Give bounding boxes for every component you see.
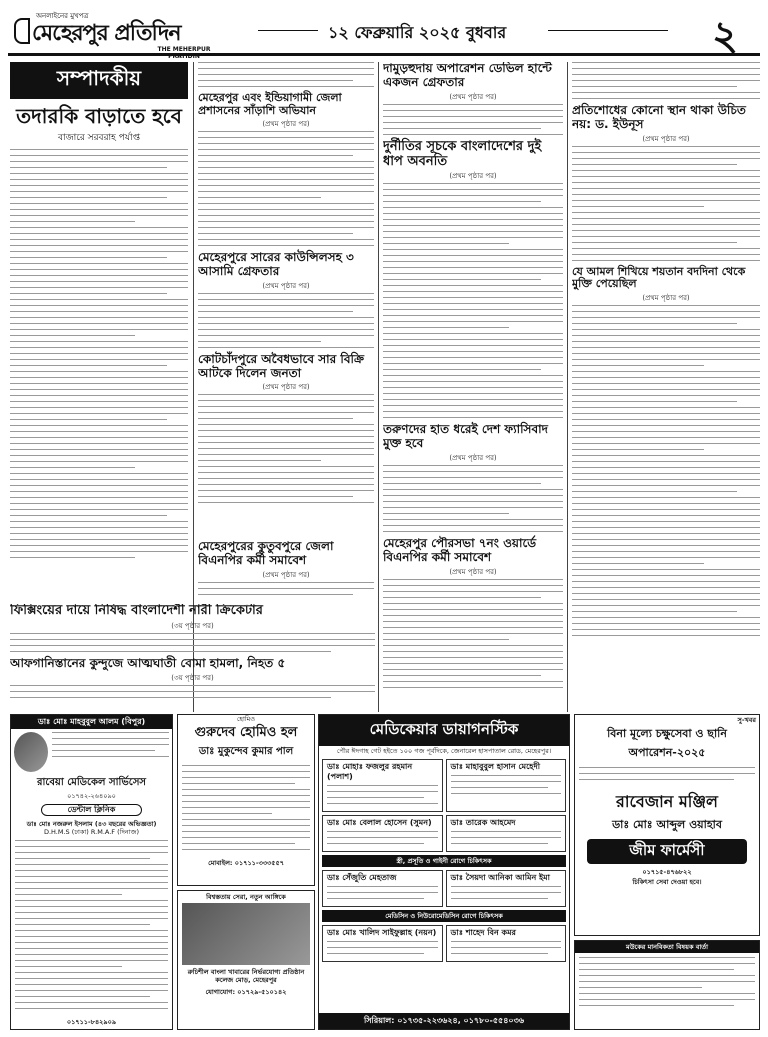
editorial-body [10,149,188,558]
ad-human-rights-title: মউকের মানবিকতা বিষয়ক বার্তা [575,941,759,953]
ad-eyecamp-title: বিনা মূল্যে চক্ষুসেবা ও ছানি অপারেশন-২০২৫ [607,727,727,760]
newspaper-name: মেহেরপুর প্রতিদিন [32,20,181,46]
ad-restaurant-desc: রুচিশীল বাংলা খাবারের নির্ভরযোগ্য প্রতিষ্ঠান [187,968,305,977]
doctor-listing: ডাঃ মোহাঃ ফজলুর রহমান (পলাশ) [327,762,413,782]
doctor-listing: ডাঃ তারেক আহমেদ [450,818,516,828]
news-column-2: মেহেরপুর এবং ইন্ডিয়াগামী জেলা প্রশাসনের সাঁড়াশি অভিযান (প্রথম পৃষ্ঠার পর) মেহেরপুরে সারের কাউন্সিলসহ ৩ আসামি গ্রেফতার (প্রথম পৃষ্ঠার পর) কোটচাঁদপুরে অবৈধভাবে সার বিক্রি আটকে দিলেন জনতা (প্রথম পৃষ্ঠার পর) [198,62,374,602]
ad-chief-degree: D.H.M.S (ঢাকা) R.M.A.F (দিনাজ) [43,828,140,837]
headline-corruption-index[interactable]: দুর্নীতির সূচকে বাংলাদেশের দুই ধাপ অবনতি [383,138,542,169]
ad-diagnostic-serial: সিরিয়াল: ০১৭৩৫-২২৩৬২৪, ০১৭৮০-৫৫৪০৩৬ [319,1013,569,1029]
column-rule [378,62,379,712]
headline-fertilizer-arrest[interactable]: মেহেরপুরে সারের কাউন্সিলসহ ৩ আসামি গ্রেফতার [198,250,354,279]
ad-contact: ০১৭১১-৮৪২৯০৯ [66,1017,117,1026]
ornament-divider [548,30,668,31]
ad-eyecamp-venue: রাবেজান মঞ্জিল [616,792,718,812]
editorial-subheadline: বাজারে সরবরাহ পর্যাপ্ত [57,133,141,143]
ornament-divider [258,30,318,31]
doctor-listing: ডাঃ মোঃ খালিদ সাইফুল্লাহ (নয়ন) [327,928,437,938]
doctor-listing: ডাঃ সেঁজুতি মেহতাজ [327,873,397,883]
ad-eyecamp-phone: ০১৭১৫-৪৭৬৮২২ [642,868,692,877]
ad-homeo-phone: মোবাইল: ০১৭১১-৩৩৩৫৫৭ [208,859,284,868]
editorial-headline[interactable]: তদারকি বাড়াতে হবে [16,104,182,128]
ad-gurudev-homeo[interactable]: হোমিও গুরুদেব হোমিও হল ডাঃ মুকুন্দেব কুমার পাল মোবাইল: ০১৭১১-৩৩৩৫৫৭ [177,714,315,886]
ad-restaurant-title: বিশ্বস্ততায় সেরা, নতুন আঙ্গিকে [206,893,286,901]
headline-raid[interactable]: মেহেরপুর এবং ইন্ডিয়াগামী জেলা প্রশাসনের সাঁড়াশি অভিযান [198,91,342,117]
doctor-listing: ডাঃ মোঃ বেলাল হোসেন (সুমন) [327,818,432,828]
ad-eyecamp-doctor: ডাঃ মোঃ আব্দুল ওয়াহাব [612,818,722,832]
doctor-listing: ডাঃ শাহেদ বিন কমর [450,928,516,938]
news-column-3: দামুড়হুদায় অপারেশন ডেভিল হান্টে একজন গ্রেফতার (প্রথম পৃষ্ঠার পর) দুর্নীতির সূচকে বাংলাদেশের দুই ধাপ অবনতি (প্রথম পৃষ্ঠার পর) তরুণদের হাত ধরেই দেশ ফ্যাসিবাদ মুক্ত হবে (প্রথম পৃষ্ঠার পর) মেহেরপুর পৌরসভা ৭নং ওয়ার্ডে বিএনপির কর্মী সমাবেশ (প্রথম পৃষ্ঠার পর) [383,62,563,707]
story-cricket: ফিক্সিংয়ের দায়ে নিষিদ্ধ বাংলাদেশী নারী ক্রিকেটার (৩য় পৃষ্ঠার পর) আফগানিস্তানের কুন্দুজে আত্মঘাতী বোমা হামলা, নিহত ৫ (৩য় পৃষ্ঠার পর) [10,604,375,710]
ad-medicare-diagnostic[interactable] [318,714,570,1030]
masthead [8,6,760,60]
ad-eyecamp-note: চিকিৎসা সেবা দেওয়া হবে। [632,878,702,887]
ad-diagnostic-title: মেডিকেয়ার ডায়াগনস্টিক [319,715,569,746]
newspaper-name-en: THE MEHERPUR PRATIDIN [157,46,211,60]
ad-phone: ০১৭৪২-২৬৪০৯০ [67,792,116,800]
ad-dental-badge: ডেন্টাল ক্লিনিক [41,804,142,816]
ad-restaurant[interactable] [177,890,315,1030]
newspaper-logo [14,10,224,60]
headline-kotchandpur[interactable]: কোটচাঁদপুরে অবৈধভাবে সার বিক্রি আটকে দিলেন জনতা [198,351,364,380]
headline-kutubpur[interactable]: মেহেরপুরের কুতুবপুরে জেলা বিএনপির কর্মী সমাবেশ [198,540,334,567]
masthead-tagline: অনলাইনের মুখপত্র [36,12,89,20]
ad-homeo-title: গুরুদেব হোমিও হল [194,725,298,741]
ad-chief-doctor: ডাঃ মোঃ নজরুল ইসলাম (৪৩ বছরের অভিজ্ঞতা) [26,820,157,829]
ad-eye-camp[interactable]: সু-খবর বিনা মূল্যে চক্ষুসেবা ও ছানি অপারেশন-২০২৫ রাবেজান মঞ্জিল ডাঃ মোঃ আব্দুল ওয়াহাব জীম ফার্মেসী ০১৭১৫-৪৭৬৮২২ চিকিৎসা সেবা দেওয়া হবে। [574,714,760,936]
ad-human-rights[interactable] [574,940,760,1030]
headline-yunus[interactable]: প্রতিশোধের কোনো স্থান থাকা উচিত নয়: ড. ইউনূস [572,103,746,131]
specialty-banner: স্ত্রী, প্রসূতি ও গাইনী রোগে চিকিৎসক [322,855,566,867]
headline-cricket[interactable]: ফিক্সিংয়ের দায়ে নিষিদ্ধ বাংলাদেশী নারী ক্রিকেটার [10,604,263,618]
headline-devil-hunt[interactable]: দামুড়হুদায় অপারেশন ডেভিল হান্টে একজন গ্রেফতার [383,62,552,89]
ad-rabeya-medical[interactable] [10,714,173,1030]
editorial-column [10,62,188,602]
ad-diagnostic-address: পৌর ঈদগাহ গেট হইতে ১০০ গজ পূর্বদিকে, জেনারেল হাসপাতাল রোড, মেহেরপুর। [336,747,552,755]
doctor-listing: ডাঃ মাহাবুবুল হাসান মেহেদী [450,762,540,772]
logo-mark-icon [14,18,30,44]
section-label-editorial: সম্পাদকীয় [10,62,188,99]
news-column-4: প্রতিশোধের কোনো স্থান থাকা উচিত নয়: ড. ইউনূস (প্রথম পৃষ্ঠার পর) যে আমল শিখিয়ে শয়তান বদদিনা থেকে মুক্তি পেয়েছিল (প্রথম পৃষ্ঠার পর) [572,62,760,707]
issue-date: ১২ ফেব্রুয়ারি ২০২৫ বুধবার [328,23,507,42]
ad-eyecamp-pharmacy: জীম ফার্মেসী [587,839,747,864]
headline-youth[interactable]: তরুণদের হাত ধরেই দেশ ফ্যাসিবাদ মুক্ত হবে [383,422,548,451]
ad-clinic-name: রাবেয়া মেডিকেল সার্ভিসেস [36,777,147,788]
ad-restaurant-phone: যোগাযোগ: ০১৭২৯-৫১০১৪২ [205,988,287,997]
specialty-banner: মেডিসিন ও নিউরোমেডিসিন রোগে চিকিৎসক [322,910,566,922]
headline-ward7[interactable]: মেহেরপুর পৌরসভা ৭নং ওয়ার্ডে বিএনপির কর্মী সমাবেশ [383,536,537,564]
doctor-avatar [14,732,48,772]
restaurant-photo [182,903,310,965]
story-kutubpur: মেহেরপুরের কুতুবপুরে জেলা বিএনপির কর্মী সমাবেশ (প্রথম পৃষ্ঠার পর) [198,540,374,600]
headline-shaytan[interactable]: যে আমল শিখিয়ে শয়তান বদদিনা থেকে মুক্তি পেয়েছিল [572,264,746,291]
ad-homeo-doctor: ডাঃ মুকুন্দেব কুমার পাল [198,746,294,758]
ad-restaurant-address: কলেজ মোড়, মেহেরপুর [215,976,277,985]
headline-kunduz[interactable]: আফগানিস্তানের কুন্দুজে আত্মঘাতী বোমা হামলা, নিহত ৫ [10,655,286,670]
column-rule [567,62,568,712]
page-number: ২ [711,12,738,59]
doctor-listing: ডাঃ সৈয়দা আনিকা আমিন ইমা [450,873,550,883]
ad-doctor-name: ডাঃ মোঃ মাহবুবুল আলম (বিপুর) [11,715,172,729]
